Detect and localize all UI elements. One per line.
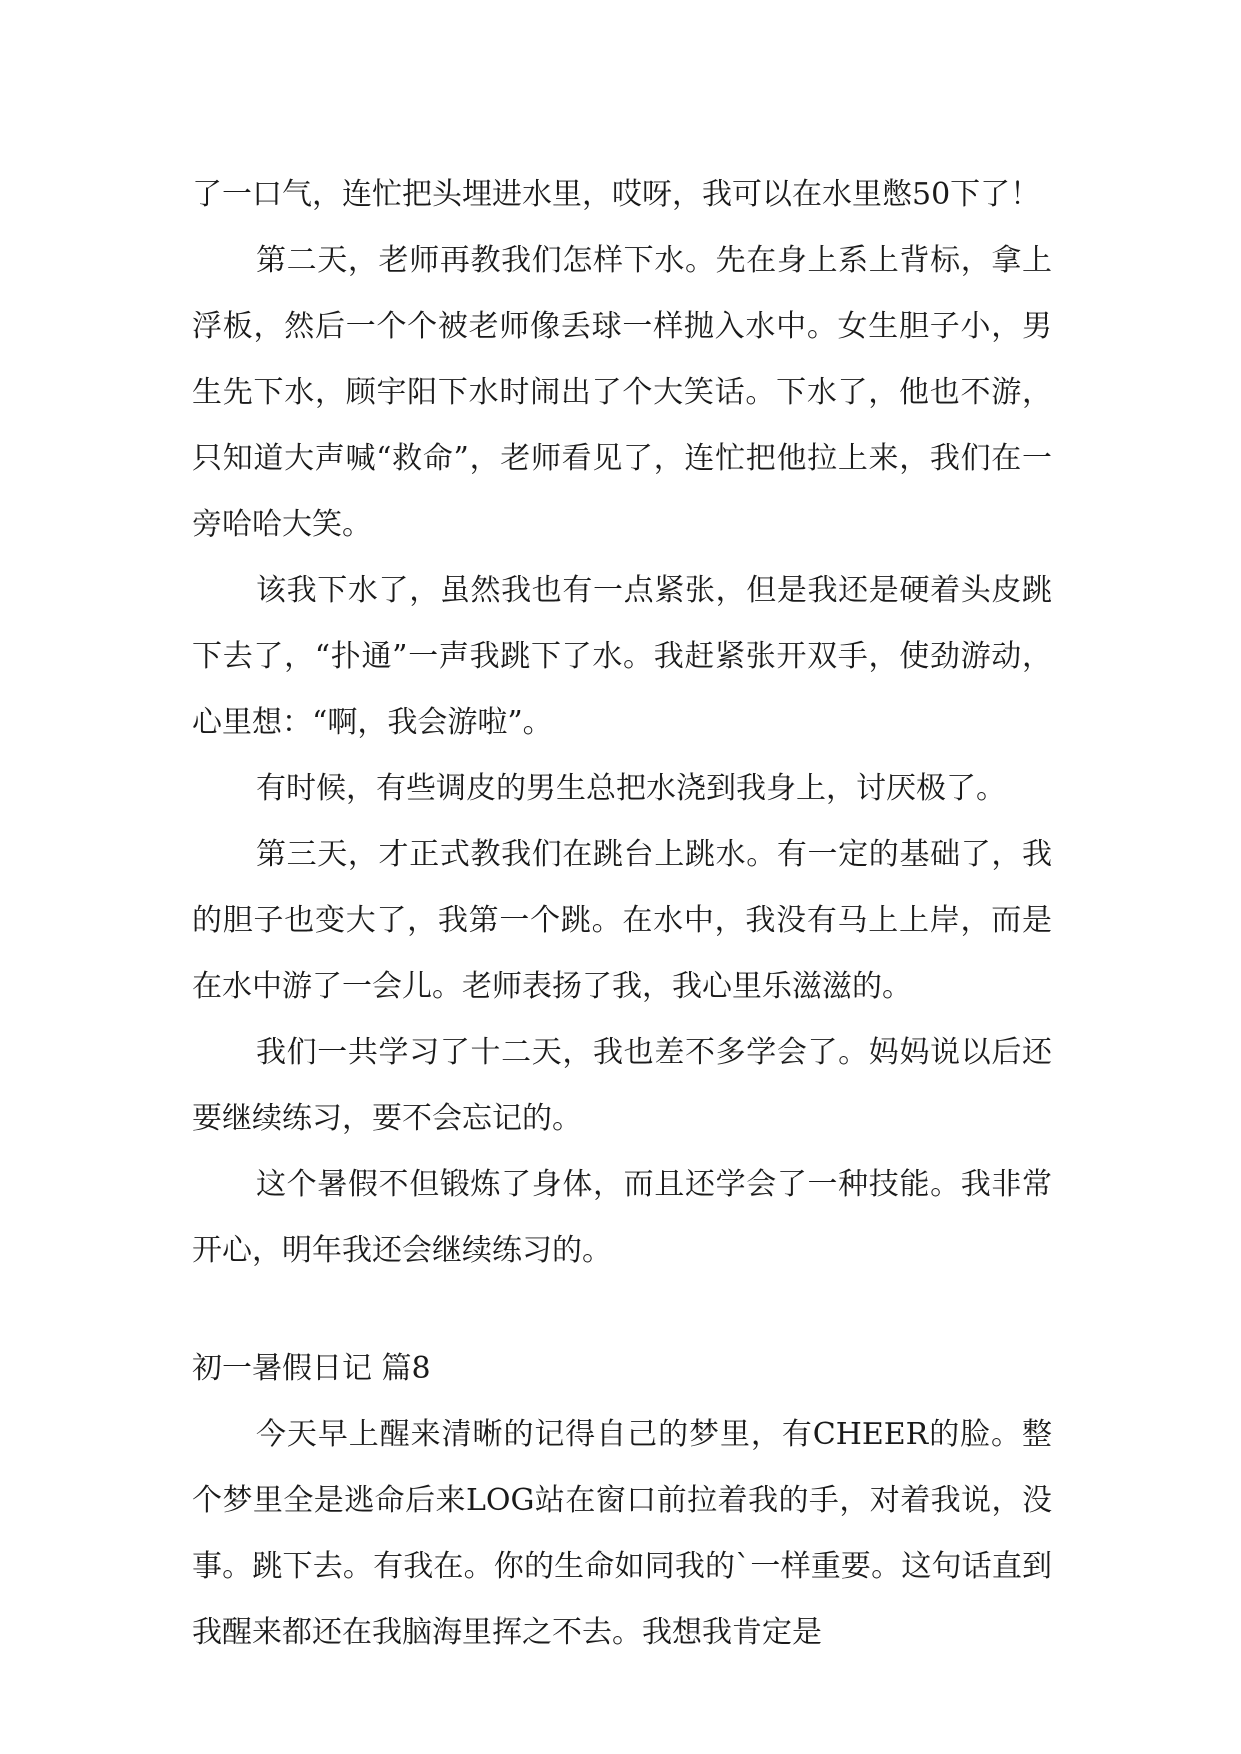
paragraph-7: 这个暑假不但锻炼了身体，而且还学会了一种技能。我非常开心，明年我还会继续练习的。 bbox=[192, 1167, 1052, 1268]
section-heading: 初一暑假日记 篇8 bbox=[192, 1351, 431, 1386]
paragraph-3: 该我下水了，虽然我也有一点紧张，但是我还是硬着头皮跳下去了，“扑通”一声我跳下了水。我赶紧张开双手，使劲游动，心里想：“啊，我会游啦”。 bbox=[192, 573, 1052, 740]
paragraph-1: 了一口气，连忙把头埋进水里，哎呀，我可以在水里憋50下了！ bbox=[192, 177, 1041, 212]
paragraph-8: 今天早上醒来清晰的记得自己的梦里，有CHEER的脸。整个梦里全是逃命后来LOG站在窗口前拉着我的手，对着我说，没事。跳下去。有我在。你的生命如同我的`一样重要。这句话直到我醒来都还在我脑海里挥之不去。我想我肯定是 bbox=[192, 1417, 1052, 1650]
paragraph-5: 第三天，才正式教我们在跳台上跳水。有一定的基础了，我的胆子也变大了，我第一个跳。在水中，我没有马上上岸，而是在水中游了一会儿。老师表扬了我，我心里乐滋滋的。 bbox=[192, 837, 1052, 1004]
paragraph-6: 我们一共学习了十二天，我也差不多学会了。妈妈说以后还要继续练习，要不会忘记的。 bbox=[192, 1035, 1052, 1136]
paragraph-4: 有时候，有些调皮的男生总把水浇到我身上，讨厌极了。 bbox=[256, 771, 1006, 806]
paragraph-2: 第二天，老师再教我们怎样下水。先在身上系上背标，拿上浮板，然后一个个被老师像丢球一样抛入水中。女生胆子小，男生先下水，顾宇阳下水时闹出了个大笑话。下水了，他也不游，只知道大声喊“救命”，老师看见了，连忙把他拉上来，我们在一旁哈哈大笑。 bbox=[192, 243, 1052, 542]
document-body bbox=[192, 162, 1052, 1666]
